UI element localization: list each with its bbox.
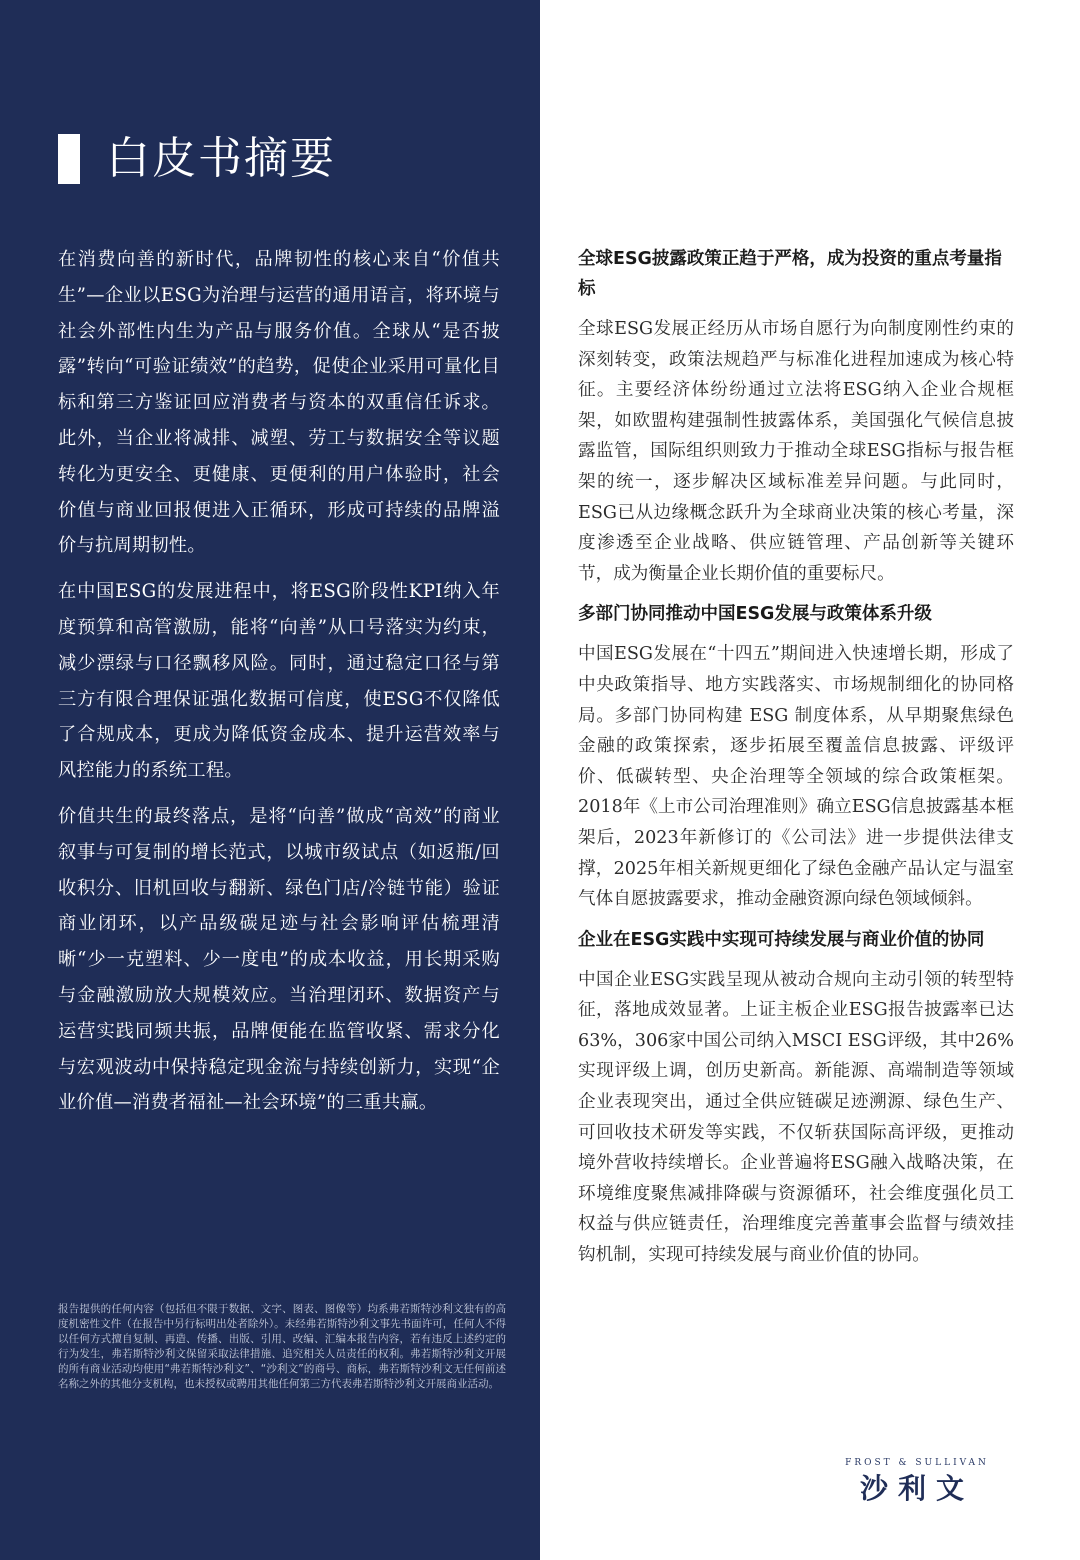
page-title: 白皮书摘要 bbox=[106, 133, 336, 184]
section-body: 中国企业ESG实践呈现从被动合规向主动引领的转型特征，落地成效显著。上证主板企业ESG报告披露率已达63%，306家中国公司纳入MSCI ESG评级，其中26%实现评级上调，创历史新高。新能源、高端制造等领域企业表现突出，通过全供应链碳足迹溯源、绿色生产、可回收技术研发等实践，不仅斩获国际高评级，更推动境外营收持续增长。企业普遍将ESG融入战略决策，在环境维度聚焦减排降碳与资源循环，社会维度强化员工权益与供应链责任，治理维度完善董事会监督与绩效挂钩机制，实现可持续发展与商业价值的协同。 bbox=[578, 969, 1014, 1266]
title-accent-bar bbox=[58, 134, 80, 184]
section-china-policy bbox=[578, 599, 1014, 914]
section-body: 全球ESG发展正经历从市场自愿行为向制度刚性约束的深刻转变，政策法规趋严与标准化进程加速成为核心特征。主要经济体纷纷通过立法将ESG纳入企业合规框架，如欧盟构建强制性披露体系，美国强化气候信息披露监管，国际组织则致力于推动全球ESG指标与报告框架的统一，逐步解决区域标准差异问题。与此同时，ESG已从边缘概念跃升为全球商业决策的核心考量，深度渗透至企业战略、供应链管理、产品创新等关键环节，成为衡量企业长期价值的重要标尺。 bbox=[578, 319, 1014, 584]
summary-body bbox=[58, 242, 500, 1131]
section-global-policy bbox=[578, 244, 1014, 589]
frost-sullivan-logo bbox=[838, 1456, 996, 1506]
logo-english: FROST & SULLIVAN bbox=[845, 1458, 989, 1468]
summary-paragraph: 在消费向善的新时代，品牌韧性的核心来自“价值共生”—企业以ESG为治理与运营的通用语言，将环境与社会外部性内生为产品与服务价值。全球从“是否披露”转向“可验证绩效”的趋势，促使企业采用可量化目标和第三方鉴证回应消费者与资本的双重信任诉求。此外，当企业将减排、减塑、劳工与数据安全等议题转化为更安全、更健康、更便利的用户体验时，社会价值与商业回报便进入正循环，形成可持续的品牌溢价与抗周期韧性。 bbox=[58, 249, 500, 557]
section-heading: 企业在ESG实践中实现可持续发展与商业价值的协同 bbox=[578, 929, 985, 950]
logo-chinese: 沙利文 bbox=[859, 1472, 974, 1505]
disclaimer-text: 报告提供的任何内容（包括但不限于数据、文字、图表、图像等）均系弗若斯特沙利文独有的高度机密性文件（在报告中另行标明出处者除外）。未经弗若斯特沙利文事先书面许可，任何人不得以任何方式擅自复制、再造、传播、出版、引用、改编、汇编本报告内容，若有违反上述约定的行为发生，弗若斯特沙利文保留采取法律措施、追究相关人员责任的权利。弗若斯特沙利文开展的所有商业活动均使用“弗若斯特沙利文”、“沙利文”的商号、商标，弗若斯特沙利文无任何前述名称之外的其他分支机构，也未授权或聘用其他任何第三方代表弗若斯特沙利文开展商业活动。 bbox=[58, 1303, 506, 1390]
section-enterprise-practice bbox=[578, 925, 1014, 1271]
section-body: 中国ESG发展在“十四五”期间进入快速增长期，形成了中央政策指导、地方实践落实、市场规制细化的协同格局。多部门协同构建 ESG 制度体系，从早期聚焦绿色金融的政策探索，逐步拓展至覆盖信息披露、评级评价、低碳转型、央企治理等全领域的综合政策框架。2018年《上市公司治理准则》确立ESG信息披露基本框架后，2023年新修订的《公司法》进一步提供法律支撑，2025年相关新规更细化了绿色金融产品认定与温室气体自愿披露要求，推动金融资源向绿色领域倾斜。 bbox=[578, 644, 1014, 910]
section-heading: 多部门协同推动中国ESG发展与政策体系升级 bbox=[578, 604, 932, 625]
section-heading: 全球ESG披露政策正趋于严格，成为投资的重点考量指标 bbox=[578, 249, 1002, 299]
summary-paragraph: 在中国ESG的发展进程中，将ESG阶段性KPI纳入年度预算和高管激励，能将“向善”从口号落实为约束，减少漂绿与口径飘移风险。同时，通过稳定口径与第三方有限合理保证强化数据可信度，使ESG不仅降低了合规成本，更成为降低资金成本、提升运营效率与风控能力的系统工程。 bbox=[58, 581, 500, 782]
summary-paragraph: 价值共生的最终落点，是将“向善”做成“高效”的商业叙事与可复制的增长范式，以城市级试点（如返瓶/回收积分、旧机回收与翻新、绿色门店/冷链节能）验证商业闭环，以产品级碳足迹与社会影响评估梳理清晰“少一克塑料、少一度电”的成本收益，用长期采购与金融激励放大规模效应。当治理闭环、数据资产与运营实践同频共振，品牌便能在监管收紧、需求分化与宏观波动中保持稳定现金流与持续创新力，实现“企业价值—消费者福祉—社会环境”的三重共赢。 bbox=[58, 805, 500, 1114]
title-block bbox=[58, 132, 336, 186]
right-column bbox=[578, 244, 1014, 1281]
